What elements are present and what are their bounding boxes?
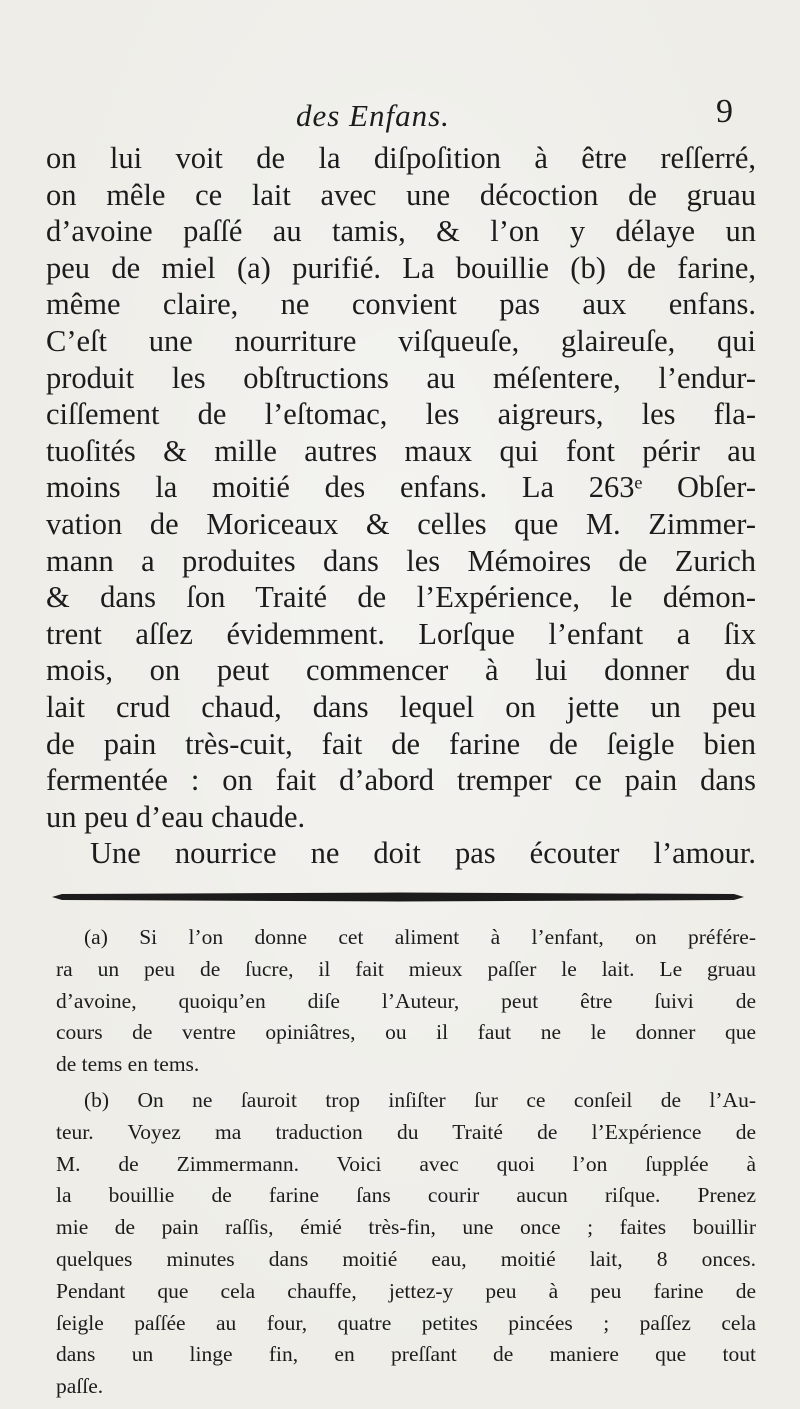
body-line: on mêle ce lait avec une décoction de gruau — [46, 177, 756, 212]
footnote-line: (b) On ne ſauroit trop inſiſter ſur ce conſeil de l’Au- — [84, 1087, 756, 1112]
body-line: ciſſement de l’eſtomac, les aigreurs, les fla- — [46, 397, 756, 432]
footnote-b — [56, 1085, 756, 1403]
body-line: un peu d’eau chaude. — [46, 799, 306, 834]
footnote-line: quelques minutes dans moitié eau, moitié lait, 8 onces. — [56, 1246, 756, 1271]
footnote-line: teur. Voyez ma traduction du Traité de l’Expérience de — [56, 1119, 756, 1144]
body-line: fermentée : on fait d’abord tremper ce pain dans — [46, 763, 756, 798]
body-line: on lui voit de la diſpoſition à être reſſerré, — [46, 141, 756, 175]
body-line: Une nourrice ne doit pas écouter l’amour. — [90, 836, 756, 871]
body-line: C’eſt une nourriture viſqueuſe, glaireuſe, qui — [46, 323, 756, 358]
footnote-line: la bouillie de farine ſans courir aucun riſque. Prenez — [56, 1183, 756, 1208]
footnote-line: ſeigle paſſée au four, quatre petites pincées ; paſſez cela — [56, 1310, 756, 1335]
body-line: de pain très-cuit, fait de farine de ſeigle bien — [46, 726, 756, 761]
footnote-line: M. de Zimmermann. Voici avec quoi l’on ſupplée à — [56, 1151, 756, 1176]
body-line: peu de miel (a) purifié. La bouillie (b) de farine, — [46, 250, 756, 285]
footnote-line: Pendant que cela chauffe, jettez-y peu à peu farine de — [56, 1278, 756, 1303]
footnotes — [56, 922, 756, 1403]
body-text — [46, 140, 756, 872]
body-line: même claire, ne convient pas aux enfans. — [46, 287, 756, 322]
footnote-line: ra un peu de ſucre, il fait mieux paſſer le lait. Le gruau — [56, 956, 756, 981]
body-line: mois, on peut commencer à lui donner du — [46, 653, 756, 688]
body-line: & dans ſon Traité de l’Expérience, le démon- — [46, 580, 756, 615]
body-line: trent aſſez évidemment. Lorſque l’enfant a ſix — [46, 616, 756, 651]
page-number: 9 — [716, 93, 733, 130]
footnote-line: paſſe. — [56, 1374, 104, 1399]
body-line: moins la moitié des enfans. La 263ᵉ Obſer- — [46, 470, 756, 505]
footnote-a — [56, 922, 756, 1081]
body-line: d’avoine paſſé au tamis, & l’on y délaye un — [46, 214, 756, 249]
footnote-line: cours de ventre opiniâtres, ou il faut ne le donner que — [56, 1020, 756, 1045]
body-line: mann a produites dans les Mémoires de Zurich — [46, 543, 756, 578]
footnote-line: (a) Si l’on donne cet aliment à l’enfant, on préfére- — [84, 925, 756, 949]
footnote-line: dans un linge fin, en preſſant de maniere que tout — [56, 1342, 756, 1367]
running-title: des Enfans. — [296, 98, 450, 133]
footnote-rule — [52, 888, 744, 906]
body-line: produit les obſtructions au méſentere, l’endur- — [46, 360, 756, 395]
body-line: vation de Moriceaux & celles que M. Zimmer- — [46, 506, 756, 541]
footnote-line: mie de pain raſſis, émié très-fin, une once ; faites bouillir — [56, 1215, 756, 1240]
footnote-line: de tems en tems. — [56, 1052, 200, 1077]
body-line: lait crud chaud, dans lequel on jette un peu — [46, 689, 756, 724]
footnote-line: d’avoine, quoiqu’en diſe l’Auteur, peut être ſuivi de — [56, 988, 756, 1013]
body-line: tuoſités & mille autres maux qui font périr au — [46, 433, 756, 468]
running-head — [0, 93, 800, 136]
